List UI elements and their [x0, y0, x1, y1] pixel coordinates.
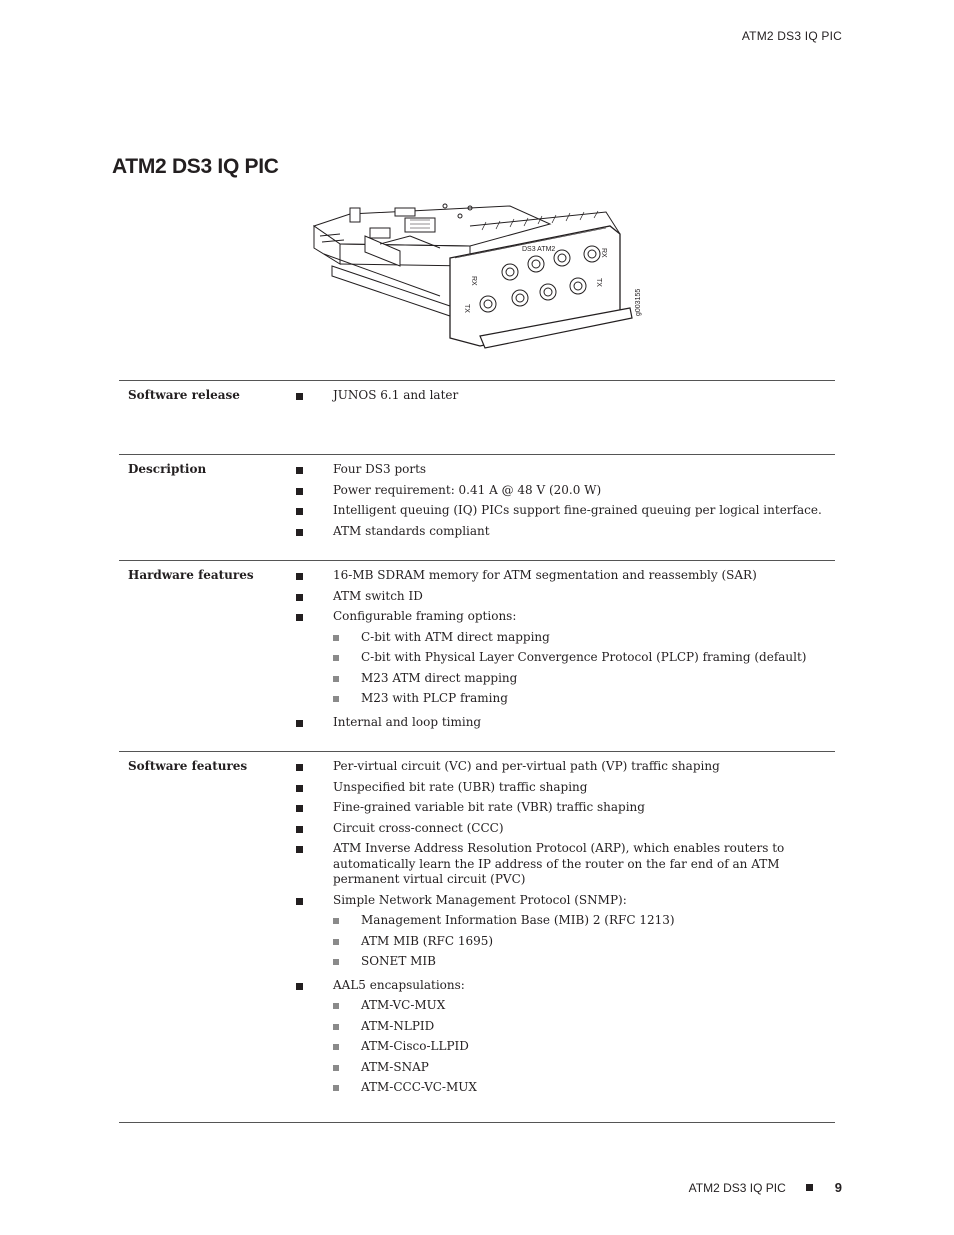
list-item: Circuit cross-connect (CCC)	[296, 821, 835, 837]
list-item: JUNOS 6.1 and later	[296, 388, 835, 404]
row-content	[296, 561, 835, 752]
row-label: Software features	[128, 759, 248, 773]
page-title: ATM2 DS3 IQ PIC	[112, 155, 279, 178]
row-content	[296, 752, 835, 1123]
list-item: Per-virtual circuit (VC) and per-virtual path (VP) traffic shaping	[296, 759, 835, 775]
list-item	[296, 609, 835, 707]
sub-list-item: ATM-NLPID	[333, 1019, 835, 1035]
row-label: Software release	[128, 388, 240, 402]
list-item: ATM Inverse Address Resolution Protocol (ARP), which enables routers to automatically learn the IP address of the router on the far end of an ATM permanent virtual circuit (PVC)	[296, 841, 835, 888]
table-row	[119, 561, 835, 752]
spec-table	[119, 380, 835, 1123]
sub-list-item: ATM MIB (RFC 1695)	[333, 934, 835, 950]
pic-drawing	[310, 196, 645, 354]
page-number: 9	[834, 1180, 842, 1195]
bullet-list	[296, 568, 835, 730]
sub-list-item: ATM-SNAP	[333, 1060, 835, 1076]
running-header: ATM2 DS3 IQ PIC	[741, 29, 842, 43]
list-item: ATM standards compliant	[296, 524, 835, 540]
rx-right-label: RX	[600, 248, 607, 258]
sub-list-item: ATM-CCC-VC-MUX	[333, 1080, 835, 1096]
table-row	[119, 455, 835, 561]
list-item: Intelligent queuing (IQ) PICs support fine-grained queuing per logical interface.	[296, 503, 835, 519]
sub-list	[333, 630, 835, 707]
tx-left-label: TX	[463, 304, 470, 313]
bullet-list	[296, 462, 835, 539]
square-bullet-icon	[806, 1184, 813, 1191]
list-item: Fine-grained variable bit rate (VBR) traffic shaping	[296, 800, 835, 816]
tx-right-label: TX	[595, 278, 602, 287]
list-item: Power requirement: 0.41 A @ 48 V (20.0 W)	[296, 483, 835, 499]
list-item-text: Configurable framing options:	[333, 609, 517, 623]
sub-list-item: SONET MIB	[333, 954, 835, 970]
list-item	[296, 978, 835, 1096]
list-item-text: Simple Network Management Protocol (SNMP):	[333, 892, 627, 907]
sub-list	[333, 998, 835, 1096]
sub-list-item: C-bit with ATM direct mapping	[333, 630, 835, 646]
sub-list-item: C-bit with Physical Layer Convergence Protocol (PLCP) framing (default)	[333, 650, 835, 666]
table-row	[119, 752, 835, 1123]
sub-list	[333, 913, 835, 970]
rx-left-label: RX	[470, 276, 477, 286]
list-item: Four DS3 ports	[296, 462, 835, 478]
row-content	[296, 381, 835, 455]
table-row	[119, 381, 835, 455]
sub-list-item: M23 with PLCP framing	[333, 691, 835, 707]
sub-list-item: ATM-Cisco-LLPID	[333, 1039, 835, 1055]
list-item: 16-MB SDRAM memory for ATM segmentation and reassembly (SAR)	[296, 568, 835, 584]
footer-section-title: ATM2 DS3 IQ PIC	[688, 1180, 786, 1195]
list-item: Internal and loop timing	[296, 715, 835, 731]
sub-list-item: M23 ATM direct mapping	[333, 671, 835, 687]
row-label: Description	[128, 462, 207, 476]
row-label: Hardware features	[128, 568, 254, 582]
figure-id: g003155	[635, 288, 642, 316]
bullet-list	[296, 759, 835, 1096]
list-item: ATM switch ID	[296, 589, 835, 605]
page-footer	[689, 1180, 842, 1195]
sub-list-item: Management Information Base (MIB) 2 (RFC 1213)	[333, 913, 835, 929]
list-item-text: AAL5 encapsulations:	[333, 977, 465, 992]
panel-label: DS3 ATM2	[522, 246, 556, 253]
bullet-list	[296, 388, 835, 404]
sub-list-item: ATM-VC-MUX	[333, 998, 835, 1014]
list-item: Unspecified bit rate (UBR) traffic shaping	[296, 780, 835, 796]
pic-illustration	[310, 196, 645, 354]
list-item	[296, 893, 835, 970]
row-content	[296, 455, 835, 561]
